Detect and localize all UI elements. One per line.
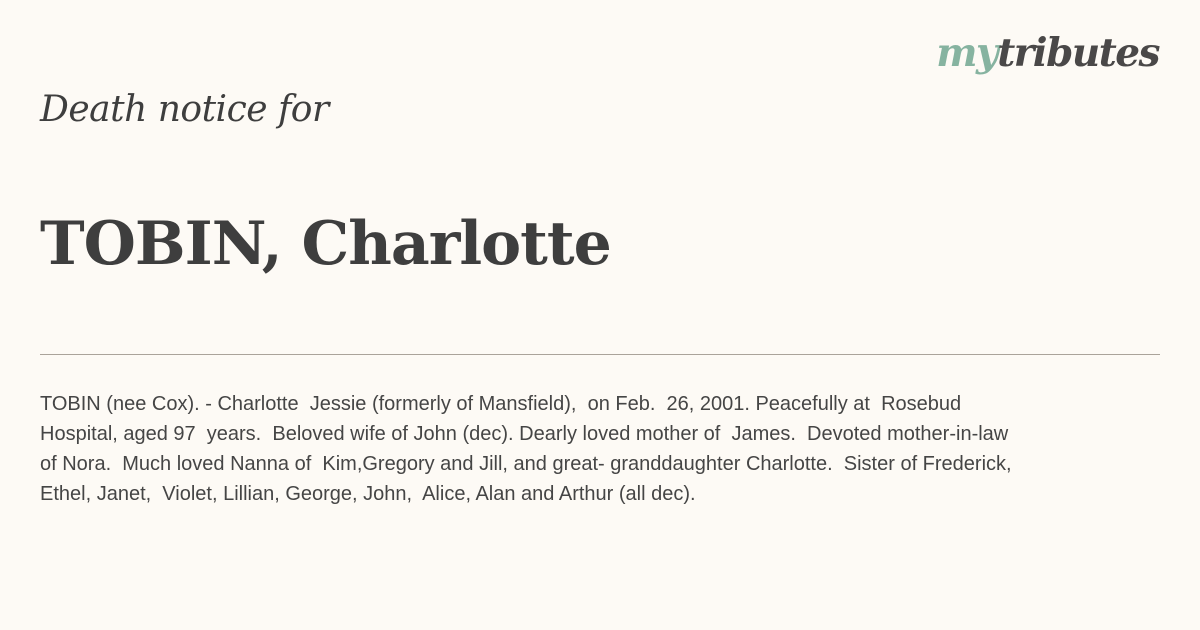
notice-text: [40, 389, 1150, 509]
logo-my: my: [936, 30, 998, 76]
deceased-name: TOBIN, Charlotte: [40, 209, 611, 279]
notice-line: Ethel, Janet, Violet, Lillian, George, John, Alice, Alan and Arthur (all dec).: [40, 483, 696, 505]
notice-line: of Nora. Much loved Nanna of Kim,Gregory and Jill, and great- granddaughter Charlotte. Sister of Frederick,: [40, 453, 1012, 475]
mytributes-logo[interactable]: [936, 30, 1159, 76]
death-notice-kicker: Death notice for: [40, 89, 329, 130]
logo-tributes: tributes: [997, 30, 1159, 76]
notice-line: TOBIN (nee Cox). - Charlotte Jessie (formerly of Mansfield), on Feb. 26, 2001. Peacefully at Rosebud: [40, 393, 962, 415]
notice-line: Hospital, aged 97 years. Beloved wife of John (dec). Dearly loved mother of James. Devoted mother-in-law: [40, 423, 1009, 445]
divider: [40, 354, 1160, 355]
